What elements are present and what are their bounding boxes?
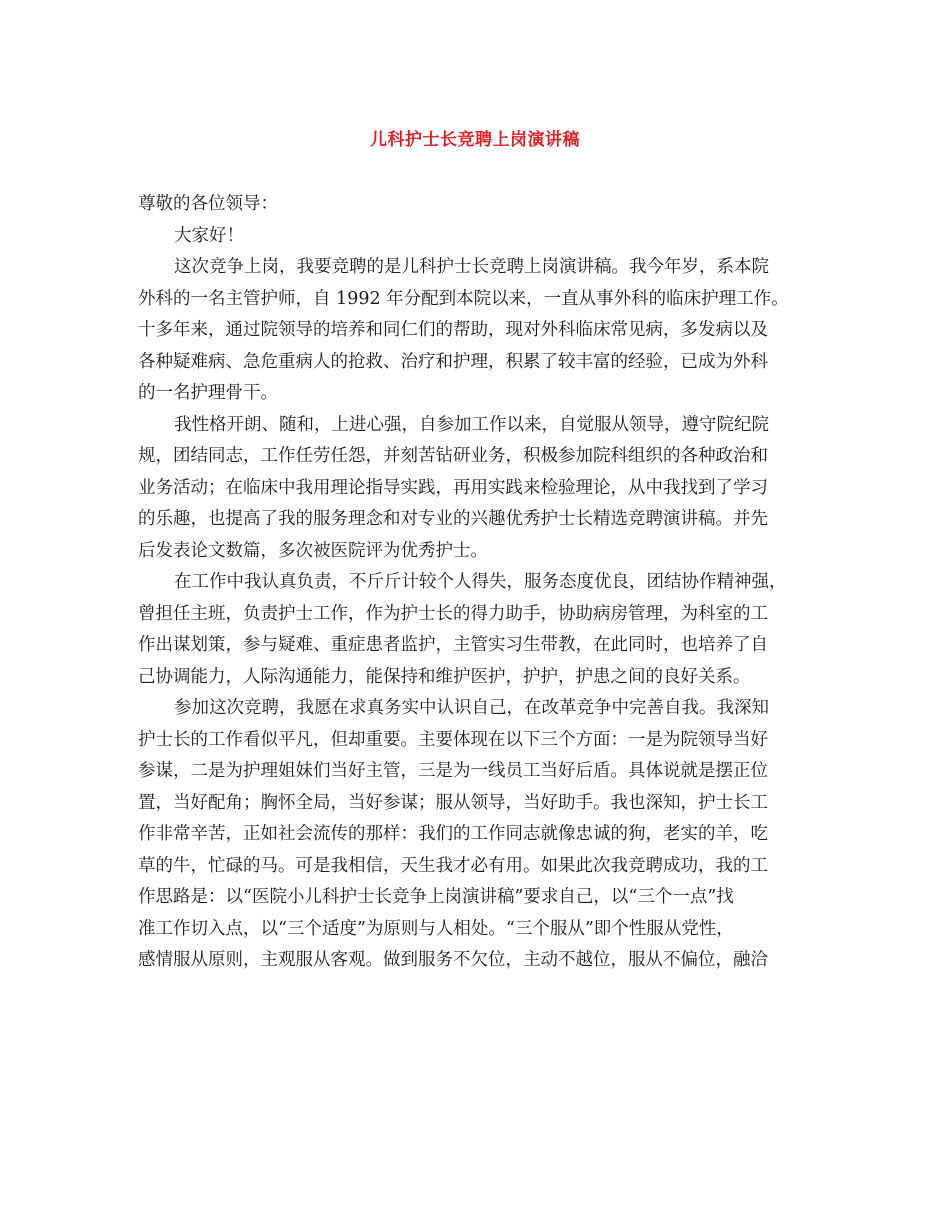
text-line: 在工作中我认真负责，不斤斤计较个人得失，服务态度优良，团结协作精神强，	[174, 572, 787, 592]
text-line: 外科的一名主管护师，自 1992 年分配到本院以来，一直从事外科的临床护理工作。	[138, 288, 789, 309]
text-line: 我性格开朗、随和，上进心强，自参加工作以来，自觉服从领导，遵守院纪院	[174, 414, 769, 435]
text-line: 参谋，二是为护理姐妹们当好主管，三是为一线员工当好后盾。具体说就是摆正位	[138, 761, 768, 781]
text-line: 各种疑难病、急危重病人的抢救、治疗和护理，积累了较丰富的经验，已成为外科	[138, 351, 768, 372]
text-line: 感情服从原则，主观服从客观。做到服务不欠位，主动不越位，服从不偏位，融洽	[138, 950, 768, 970]
text-line: 作非常辛苦，正如社会流传的那样：我们的工作同志就像忠诚的狗，老实的羊，吃	[138, 824, 768, 844]
text-line: 业务活动；在临床中我用理论指导实践，再用实践来检验理论，从中我找到了学习	[138, 477, 768, 498]
text-line: 大家好！	[174, 225, 244, 246]
document-body	[138, 189, 824, 977]
text-line: 准工作切入点，以“三个适度”为原则与人相处。“三个服从”即个性服从党性，	[138, 918, 734, 939]
text-line: 参加这次竞聘，我愿在求真务实中认识自己，在改革竞争中完善自我。我深知	[174, 698, 769, 718]
document-title: 儿科护士长竞聘上岗演讲稿	[370, 130, 580, 150]
text-line: 的一名护理骨干。	[138, 383, 278, 403]
text-line: 这次竞争上岗，我要竞聘的是儿科护士长竞聘上岗演讲稿。我今年岁，系本院	[174, 257, 769, 277]
text-line: 己协调能力，人际沟通能力，能保持和维护医护，护护，护患之间的良好关系。	[138, 666, 751, 687]
text-line: 的乐趣，也提高了我的服务理念和对专业的兴趣优秀护士长精选竞聘演讲稿。并先	[138, 509, 768, 529]
text-line: 护士长的工作看似平凡，但却重要。主要体现在以下三个方面：一是为院领导当好	[138, 729, 768, 750]
text-line: 曾担任主班，负责护士工作，作为护士长的得力助手，协助病房管理，为科室的工	[138, 603, 768, 624]
text-line: 作出谋划策，参与疑难、重症患者监护，主管实习生带教，在此同时，也培养了自	[138, 635, 768, 655]
text-line: 置，当好配角；胸怀全局，当好参谋；服从领导，当好助手。我也深知，护士长工	[138, 792, 768, 813]
text-line: 草的牛，忙碌的马。可是我相信，天生我才必有用。如果此次我竞聘成功，我的工	[138, 855, 768, 876]
text-line: 十多年来，通过院领导的培养和同仁们的帮助，现对外科临床常见病，多发病以及	[138, 320, 768, 340]
text-line: 后发表论文数篇，多次被医院评为优秀护士。	[138, 540, 488, 561]
text-line: 规，团结同志，工作任劳任怨，并刻苦钻研业务，积极参加院科组织的各种政治和	[138, 446, 768, 466]
text-line: 作思路是：以“医院小儿科护士长竞争上岗演讲稿”要求自己，以“三个一点”找	[138, 887, 734, 907]
text-line: 尊敬的各位领导：	[138, 194, 278, 214]
